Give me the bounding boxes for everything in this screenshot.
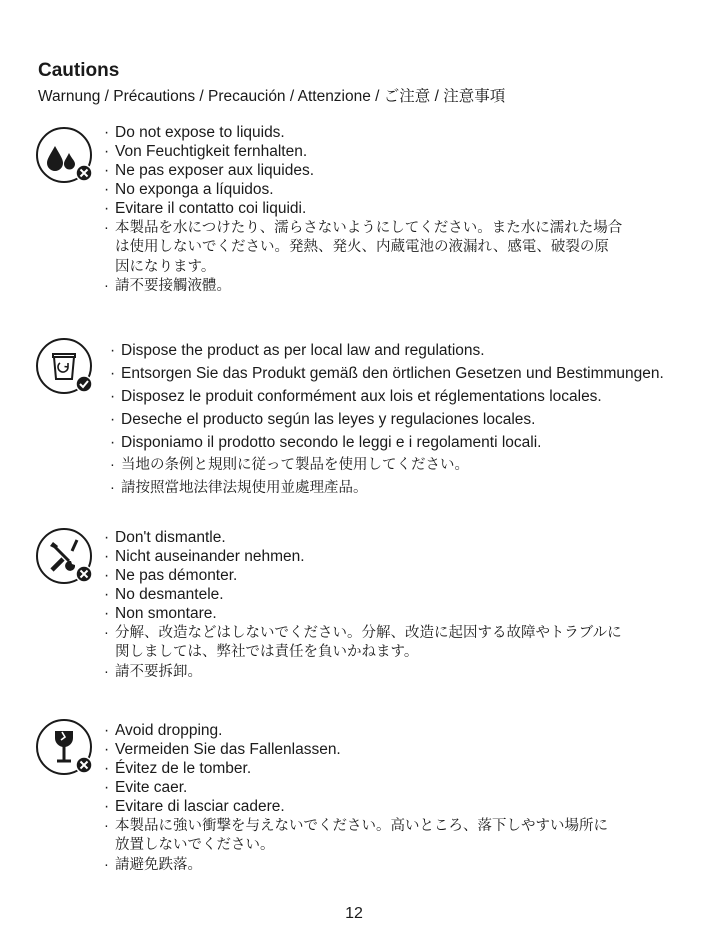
caution-line: · 当地の条例と規則に従って製品を使用してください。 — [110, 457, 469, 473]
caution-line: · Von Feuchtigkeit fernhalten. — [104, 142, 308, 160]
caution-line: · Do not expose to liquids. — [104, 124, 285, 141]
caution-line: · Disposez le produit conformément aux lois et réglementations locales. — [110, 388, 602, 405]
caution-line: · 本製品に強い衝撃を与えないでください。高いところ、落下しやすい場所に 放置しないでください。 — [104, 817, 608, 854]
caution-line: · Evitare di lasciar cadere. — [104, 797, 285, 815]
caution-line: · 請不要接觸液體。 — [104, 278, 231, 295]
caution-line: · Vermeiden Sie das Fallenlassen. — [104, 740, 341, 758]
caution-line: · Ne pas exposer aux liquides. — [104, 161, 315, 179]
caution-line: · Disponiamo il prodotto secondo le leggi e i regolamenti locali. — [110, 434, 542, 451]
caution-line: · 本製品を水につけたり、濡らさないようにしてください。また水に濡れた場合 は使用しないでください。発熱、発火、内蔵電池の液漏れ、感電、破裂の原 因になります。 — [104, 219, 623, 275]
check-badge — [76, 376, 92, 392]
caution-line: · No desmantele. — [104, 585, 224, 603]
caution-line: · Ne pas démonter. — [104, 566, 238, 584]
caution-line: · Avoid dropping. — [104, 722, 223, 739]
caution-line: · No exponga a líquidos. — [104, 180, 274, 198]
fragile-glass-icon — [33, 716, 99, 782]
caution-line: · Evitare il contatto coi liquidi. — [104, 199, 307, 217]
caution-line: · Dispose the product as per local law and regulations. — [110, 342, 485, 359]
caution-line: · Deseche el producto según las leyes y regulaciones locales. — [110, 411, 536, 428]
page-number: 12 — [345, 905, 363, 922]
caution-line: · Entsorgen Sie das Produkt gemäß den örtlichen Gesetzen und Bestimmungen. — [110, 365, 664, 382]
caution-line: · 請避免跌落。 — [104, 856, 202, 873]
liquid-drops-icon — [33, 124, 99, 190]
caution-line: · 分解、改造などはしないでください。分解、改造に起因する故障やトラブルに 関しましては、弊社では責任を負いかねます。 — [104, 624, 622, 661]
recycle-bin-icon — [33, 335, 99, 401]
caution-line: · Don't dismantle. — [104, 529, 226, 546]
caution-line: · Evite caer. — [104, 778, 188, 796]
caution-line: · 請不要拆卸。 — [104, 663, 202, 680]
page-subtitle: Warnung / Précautions / Precaución / Attenzione / ご注意 / 注意事項 — [38, 88, 506, 105]
caution-line: · Évitez de le tomber. — [104, 759, 252, 777]
page-title: Cautions — [38, 60, 120, 81]
caution-line: · 請按照當地法律法規使用並處理產品。 — [110, 480, 368, 496]
caution-line: · Non smontare. — [104, 604, 217, 622]
tools-icon — [33, 525, 99, 591]
caution-line: · Nicht auseinander nehmen. — [104, 547, 305, 565]
